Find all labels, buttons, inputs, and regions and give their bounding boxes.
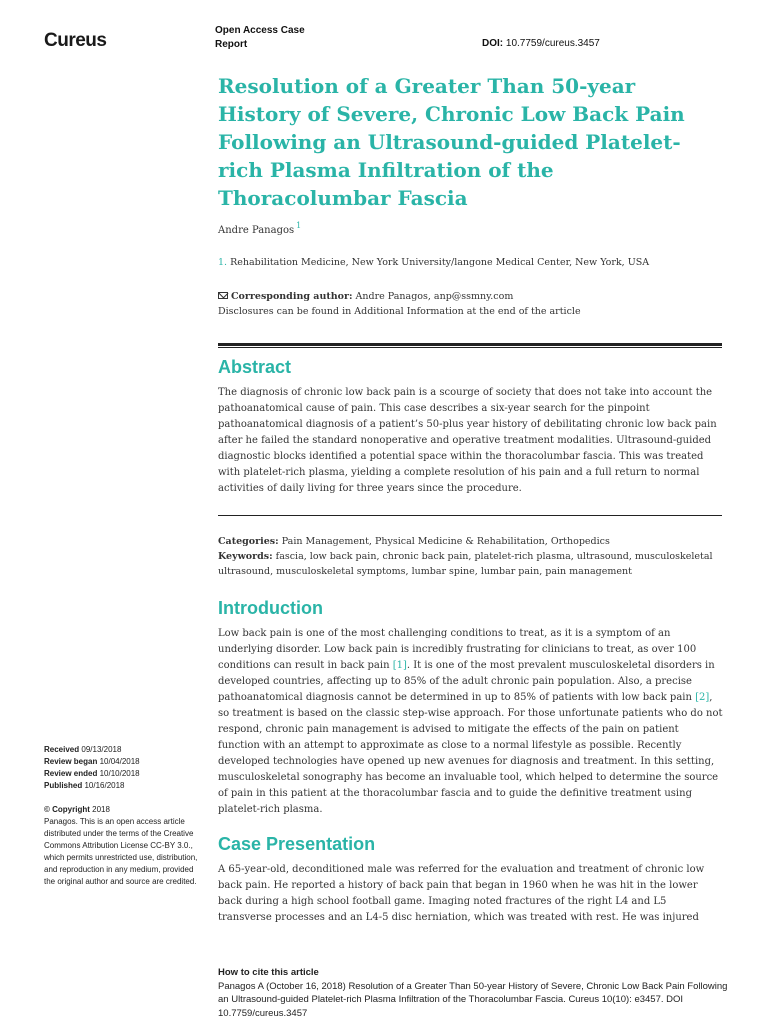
abstract-text: The diagnosis of chronic low back pain is a scourge of society that does not take into account the pathoanatomical cause of pain. This case describes a six-year search for the pinpoint pathoanatomical diagnosis of a patient’s 50-plus year history of debilitating chronic low back pain after he failed the standard nonoperative and operative treatment modalities. Ultrasound-guided diagnostic blocks identified a potential space within the thoracolumbar fascia. This was treated with platelet-rich plasma, yielding a complete resolution of his pain and a full return to normal activities of daily living for three years since the procedure. [218,387,717,494]
license-text: Panagos. This is an open access article distributed under the terms of the Creative Commons Attribution License CC-BY 3.0., which permits unrestricted use, distribution, and reproduction in any medium, provided the original author and source are credited. [44,817,198,886]
case-presentation-heading: Case Presentation [218,834,376,854]
doi-value[interactable]: 10.7759/cureus.3457 [505,38,600,49]
doi [482,38,600,49]
author-name[interactable]: Andre Panagos [218,225,295,236]
published-label: Published [44,781,83,790]
received-label: Received [44,745,80,754]
review-ended-label: Review ended [44,769,98,778]
article-title: Resolution of a Greater Than 50-year History of Severe, Chronic Low Back Pain Following an Ultrasound-guided Platelet-rich Plasma Infiltration of the Thoracolumbar Fascia [218,74,685,210]
copyright-year: 2018 [92,805,110,814]
intro-part2: . It is one of the most prevalent musculoskeletal disorders in developed countries, affecting up to 85% of the adult chronic pain population. Also, a precise pathoanatomical diagnosis cannot be determined in up to 85% of patients with low back pain [218,660,715,703]
affiliation [218,257,649,268]
review-began-label: Review began [44,757,98,766]
categories-value: Pain Management, Physical Medicine & Rehabilitation, Orthopedics [281,536,610,547]
author-line [218,221,301,236]
introduction-text [218,626,723,818]
keywords-label: Keywords: [218,551,273,562]
received-date: 09/13/2018 [81,745,122,754]
case-presentation-text: A 65-year-old, deconditioned male was referred for the evaluation and treatment of chronic low back pain. He reported a history of back pain that began in 1960 when he was hit in the lower back during a high school football game. Imaging noted fractures of the right L4 and L5 transverse processes and an L4-5 disc herniation, which was treated with rest. He was injured [218,864,705,923]
affiliation-text: Rehabilitation Medicine, New York University/langone Medical Center, New York, USA [230,257,650,268]
reference-link-2[interactable]: [2] [695,692,710,703]
copyright-block [44,804,204,888]
keywords-value: fascia, low back pain, chronic back pain, platelet-rich plasma, ultrasound, musculoskeletal ultrasound, musculoskeletal symptoms, lumbar spine, lumbar pain, pain management [218,551,713,577]
publication-dates [44,744,204,792]
corresponding-label: Corresponding author: [231,291,353,302]
article-type-line2: Report [215,39,248,50]
how-to-cite [218,966,738,1020]
review-ended-date: 10/10/2018 [99,769,140,778]
correspondence [218,289,581,319]
author-affiliation-ref[interactable]: 1 [296,221,302,230]
affiliation-number: 1. [218,257,228,268]
envelope-icon [218,292,228,299]
corresponding-value[interactable]: Andre Panagos, anp@ssmny.com [355,291,514,302]
keywords [218,549,723,579]
disclosures-note: Disclosures can be found in Additional Information at the end of the article [218,306,581,317]
published-date: 10/16/2018 [84,781,125,790]
intro-part1: Low back pain is one of the most challenging conditions to treat, as it is a symptom of an underlying disorder. Low back pain is incredibly frustrating for clinicians to treat, as over 100 conditions can result in back pain [218,628,697,671]
categories [218,534,723,549]
article-type-line1: Open Access Case [215,25,305,36]
categories-label: Categories: [218,536,279,547]
abstract-bottom-rule [218,515,722,516]
doi-label: DOI: [482,38,504,49]
article-type [215,24,335,52]
how-to-cite-text: Panagos A (October 16, 2018) Resolution of a Greater Than 50-year History of Severe, Chronic Low Back Pain Following an Ultrasound-guided Platelet-rich Plasma Infiltration of the Thoracolumbar Fascia. Cureus 10(10): e3457. DOI 10.7759/cureus.3457 [218,980,728,1019]
intro-part3: , so treatment is based on the classic step-wise approach. For those unfortunate patients who do not respond, chronic pain management is advised to mitigate the effects of the pain on patient function with an attempt to approximate as close to a normal lifestyle as possible. Recently developed technologies have opened up new avenues for diagnosis and treatment. In this setting, musculoskeletal sonography has become an invaluable tool, which helped to determine the source of pain in this patient at the thoracolumbar fascia and to guide the definitive treatment using platelet-rich plasma. [218,692,723,815]
how-to-cite-label: How to cite this article [218,967,319,978]
reference-link-1[interactable]: [1] [392,660,407,671]
introduction-heading: Introduction [218,598,323,618]
copyright-label: © Copyright [44,805,90,814]
review-began-date: 10/04/2018 [99,757,140,766]
journal-logo: Cureus [44,30,107,51]
abstract-top-rule [218,343,722,348]
abstract-heading: Abstract [218,357,292,377]
